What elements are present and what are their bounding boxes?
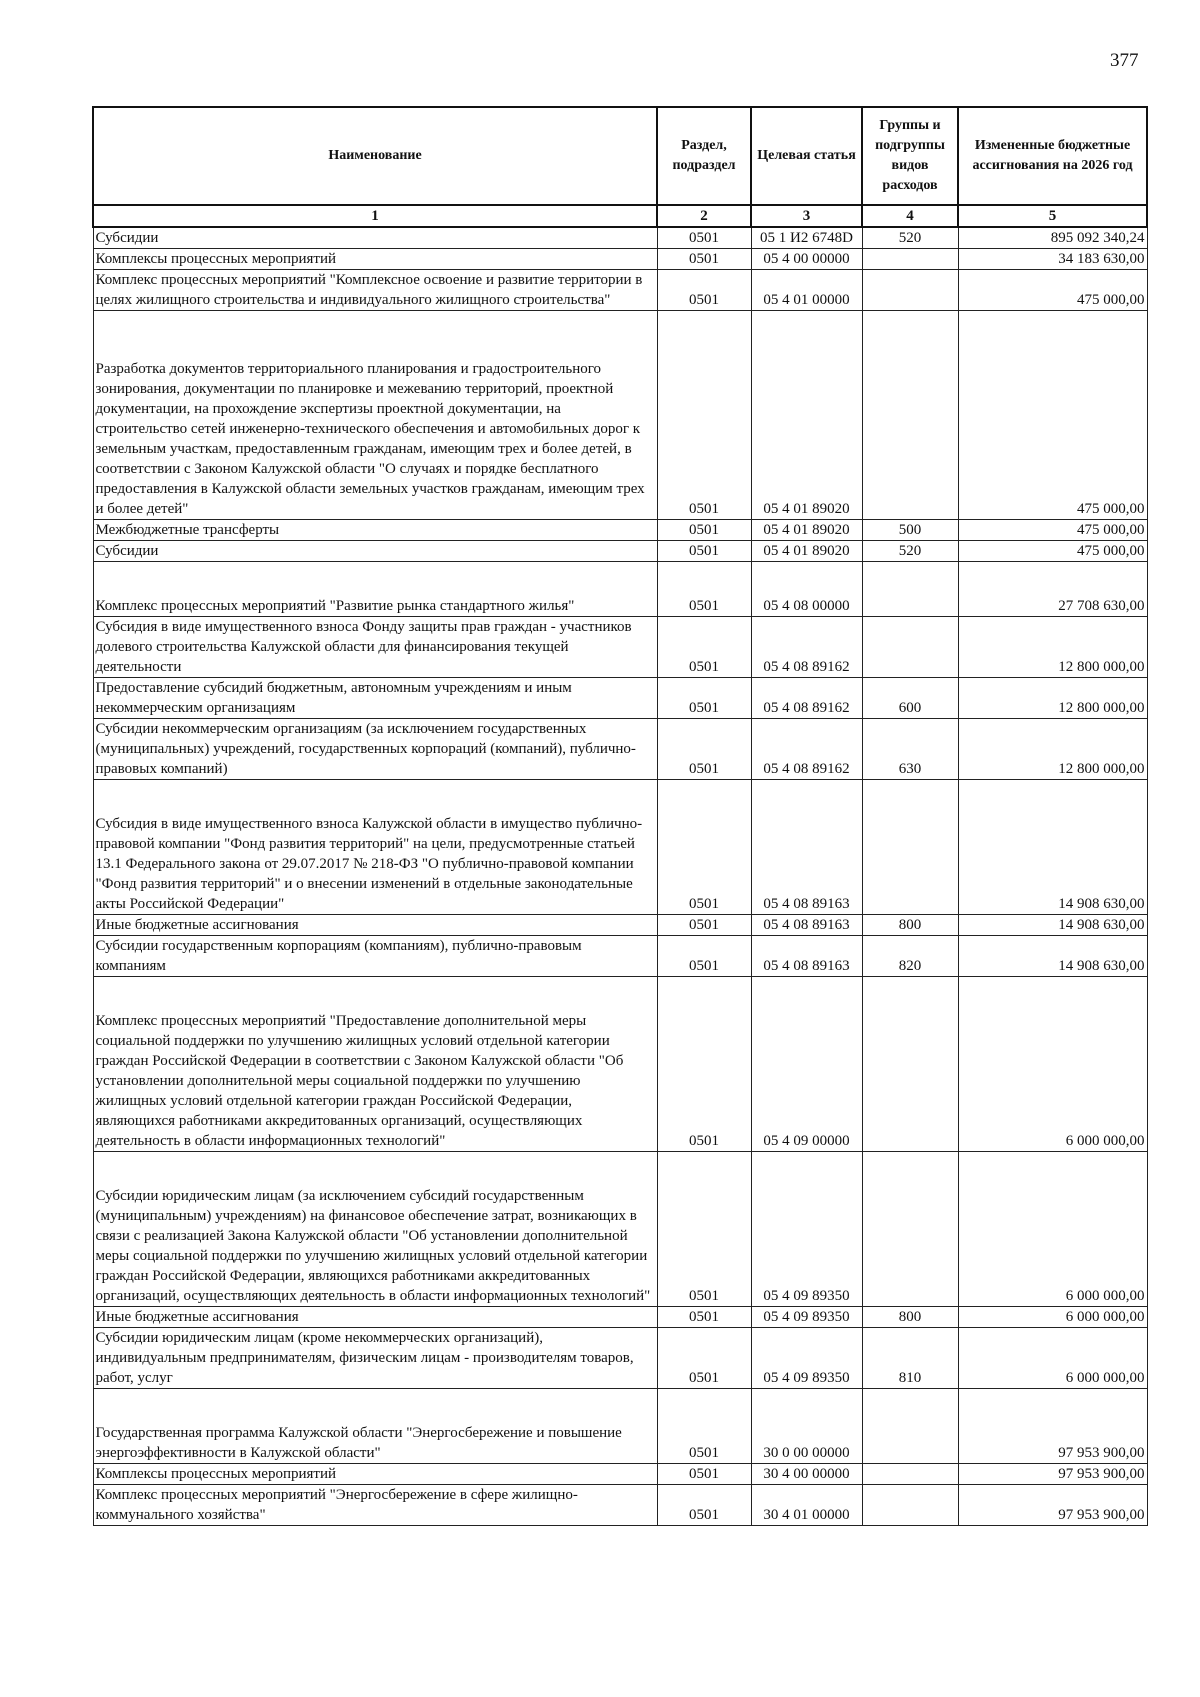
row-expense-group (862, 270, 958, 311)
table-row (93, 311, 1147, 520)
table-row (93, 915, 1147, 936)
row-amount: 97 953 900,00 (958, 1485, 1147, 1526)
row-amount: 14 908 630,00 (958, 936, 1147, 977)
row-name: Комплекс процессных мероприятий "Энергосбережение в сфере жилищно-коммунального хозяйства" (93, 1485, 657, 1526)
row-target-article: 05 4 09 00000 (751, 977, 862, 1152)
row-amount: 34 183 630,00 (958, 249, 1147, 270)
row-section: 0501 (657, 1464, 751, 1485)
row-target-article: 30 0 00 00000 (751, 1389, 862, 1464)
row-section: 0501 (657, 1307, 751, 1328)
row-amount: 475 000,00 (958, 520, 1147, 541)
table-row (93, 270, 1147, 311)
row-target-article: 05 4 08 89162 (751, 678, 862, 719)
row-section: 0501 (657, 719, 751, 780)
row-amount: 6 000 000,00 (958, 977, 1147, 1152)
table-header-row (93, 107, 1147, 205)
row-section: 0501 (657, 520, 751, 541)
row-expense-group (862, 1485, 958, 1526)
row-amount: 12 800 000,00 (958, 719, 1147, 780)
row-expense-group (862, 780, 958, 915)
row-expense-group: 500 (862, 520, 958, 541)
row-target-article: 05 4 08 89163 (751, 915, 862, 936)
row-section: 0501 (657, 1152, 751, 1307)
row-expense-group: 820 (862, 936, 958, 977)
row-target-article: 05 4 08 89163 (751, 936, 862, 977)
table-row (93, 562, 1147, 617)
table-row (93, 678, 1147, 719)
row-target-article: 05 4 09 89350 (751, 1152, 862, 1307)
row-expense-group: 600 (862, 678, 958, 719)
row-amount: 97 953 900,00 (958, 1389, 1147, 1464)
row-expense-group: 630 (862, 719, 958, 780)
row-target-article: 30 4 01 00000 (751, 1485, 862, 1526)
row-section: 0501 (657, 249, 751, 270)
row-amount: 475 000,00 (958, 270, 1147, 311)
row-section: 0501 (657, 1485, 751, 1526)
row-expense-group: 520 (862, 541, 958, 562)
table-row (93, 1485, 1147, 1526)
row-target-article: 05 4 09 89350 (751, 1328, 862, 1389)
row-section: 0501 (657, 977, 751, 1152)
row-name: Иные бюджетные ассигнования (93, 915, 657, 936)
row-name: Комплекс процессных мероприятий "Комплексное освоение и развитие территории в целях жилищного строительства и индивидуального жилищного строительства" (93, 270, 657, 311)
row-section: 0501 (657, 1389, 751, 1464)
row-amount: 475 000,00 (958, 541, 1147, 562)
row-name: Субсидии юридическим лицам (кроме некоммерческих организаций), индивидуальным предпринимателям, физическим лицам - производителям товаров, работ, услуг (93, 1328, 657, 1389)
row-name: Комплекс процессных мероприятий "Развитие рынка стандартного жилья" (93, 562, 657, 617)
row-name: Комплексы процессных мероприятий (93, 1464, 657, 1485)
table-row (93, 719, 1147, 780)
row-name: Субсидия в виде имущественного взноса Калужской области в имущество публично-правовой компании "Фонд развития территорий" на цели, предусмотренные статьей 13.1 Федерального закона от 29.07.2017 № 218-ФЗ "О публично-правовой компании "Фонд развития территорий" и о внесении изменений в отдельные законодательные акты Российской Федерации" (93, 780, 657, 915)
row-expense-group (862, 1464, 958, 1485)
row-target-article: 05 4 01 89020 (751, 520, 862, 541)
column-number: 3 (751, 205, 862, 227)
row-amount: 27 708 630,00 (958, 562, 1147, 617)
row-name: Субсидия в виде имущественного взноса Фонду защиты прав граждан - участников долевого строительства Калужской области для финансирования текущей деятельности (93, 617, 657, 678)
row-name: Субсидии государственным корпорациям (компаниям), публично-правовым компаниям (93, 936, 657, 977)
page-number: 377 (1110, 50, 1139, 71)
row-amount: 6 000 000,00 (958, 1307, 1147, 1328)
row-section: 0501 (657, 936, 751, 977)
row-name: Комплекс процессных мероприятий "Предоставление дополнительной меры социальной поддержки по улучшению жилищных условий отдельной категории граждан Российской Федерации в соответствии с Законом Калужской области "Об установлении дополнительной меры социальной поддержки по улучшению жилищных условий отдельной категории граждан Российской Федерации, являющихся работниками аккредитованных организаций, осуществляющих деятельность в области информационных технологий" (93, 977, 657, 1152)
table-row (93, 1328, 1147, 1389)
column-number: 5 (958, 205, 1147, 227)
row-section: 0501 (657, 678, 751, 719)
row-target-article: 05 4 08 89162 (751, 719, 862, 780)
row-expense-group (862, 562, 958, 617)
row-target-article: 05 4 01 89020 (751, 541, 862, 562)
row-expense-group (862, 1152, 958, 1307)
row-name: Субсидии (93, 227, 657, 249)
row-name: Комплексы процессных мероприятий (93, 249, 657, 270)
table-row (93, 1389, 1147, 1464)
row-amount: 12 800 000,00 (958, 617, 1147, 678)
row-expense-group: 800 (862, 1307, 958, 1328)
row-name: Иные бюджетные ассигнования (93, 1307, 657, 1328)
row-name: Субсидии некоммерческим организациям (за исключением государственных (муниципальных) учреждений, государственных корпораций (компаний), публично-правовых компаний) (93, 719, 657, 780)
table-row (93, 936, 1147, 977)
row-target-article: 05 4 01 00000 (751, 270, 862, 311)
table-row (93, 1307, 1147, 1328)
row-amount: 14 908 630,00 (958, 780, 1147, 915)
table-row (93, 1464, 1147, 1485)
budget-table (92, 106, 1148, 1526)
row-expense-group (862, 1389, 958, 1464)
row-target-article: 30 4 00 00000 (751, 1464, 862, 1485)
row-amount: 97 953 900,00 (958, 1464, 1147, 1485)
row-target-article: 05 4 08 00000 (751, 562, 862, 617)
header-name: Наименование (93, 107, 657, 205)
table-row (93, 227, 1147, 249)
row-expense-group: 520 (862, 227, 958, 249)
header-article: Целевая статья (751, 107, 862, 205)
row-expense-group: 800 (862, 915, 958, 936)
row-section: 0501 (657, 780, 751, 915)
table-row (93, 541, 1147, 562)
row-amount: 895 092 340,24 (958, 227, 1147, 249)
row-section: 0501 (657, 617, 751, 678)
row-amount: 475 000,00 (958, 311, 1147, 520)
row-amount: 14 908 630,00 (958, 915, 1147, 936)
row-name: Государственная программа Калужской области "Энергосбережение и повышение энергоэффективности в Калужской области" (93, 1389, 657, 1464)
row-section: 0501 (657, 227, 751, 249)
row-amount: 6 000 000,00 (958, 1328, 1147, 1389)
row-target-article: 05 1 И2 6748D (751, 227, 862, 249)
row-section: 0501 (657, 541, 751, 562)
table-row (93, 977, 1147, 1152)
header-group: Группы и подгруппы видов расходов (862, 107, 958, 205)
column-number: 1 (93, 205, 657, 227)
table-row (93, 520, 1147, 541)
table-body (93, 227, 1147, 1526)
row-target-article: 05 4 01 89020 (751, 311, 862, 520)
row-expense-group (862, 617, 958, 678)
row-expense-group (862, 249, 958, 270)
table-row (93, 780, 1147, 915)
column-numbering-row (93, 205, 1147, 227)
row-name: Субсидии (93, 541, 657, 562)
table-row (93, 249, 1147, 270)
row-expense-group (862, 311, 958, 520)
row-target-article: 05 4 08 89163 (751, 780, 862, 915)
row-name: Разработка документов территориального планирования и градостроительного зонирования, документации по планировке и межеванию территорий, проектной документации, на прохождение экспертизы проектной документации, на строительство сетей инженерно-технического обеспечения и автомобильных дорог к земельным участкам, предоставленным гражданам, имеющим трех и более детей, в соответствии с Законом Калужской области "О случаях и порядке бесплатного предоставления в Калужской области земельных участков гражданам, имеющим трех и более детей" (93, 311, 657, 520)
row-section: 0501 (657, 270, 751, 311)
row-target-article: 05 4 00 00000 (751, 249, 862, 270)
header-section: Раздел, подраздел (657, 107, 751, 205)
row-target-article: 05 4 08 89162 (751, 617, 862, 678)
column-number: 4 (862, 205, 958, 227)
header-amount: Измененные бюджетные ассигнования на 2026 год (958, 107, 1147, 205)
row-section: 0501 (657, 1328, 751, 1389)
row-name: Межбюджетные трансферты (93, 520, 657, 541)
row-section: 0501 (657, 311, 751, 520)
row-target-article: 05 4 09 89350 (751, 1307, 862, 1328)
row-amount: 6 000 000,00 (958, 1152, 1147, 1307)
row-expense-group: 810 (862, 1328, 958, 1389)
table-row (93, 1152, 1147, 1307)
row-amount: 12 800 000,00 (958, 678, 1147, 719)
row-section: 0501 (657, 915, 751, 936)
column-number: 2 (657, 205, 751, 227)
row-name: Предоставление субсидий бюджетным, автономным учреждениям и иным некоммерческим организациям (93, 678, 657, 719)
row-expense-group (862, 977, 958, 1152)
row-name: Субсидии юридическим лицам (за исключением субсидий государственным (муниципальным) учреждениям) на финансовое обеспечение затрат, возникающих в связи с реализацией Закона Калужской области "Об установлении дополнительной меры социальной поддержки по улучшению жилищных условий отдельной категории граждан Российской Федерации, являющихся работниками аккредитованных организаций, осуществляющих деятельность в области информационных технологий" (93, 1152, 657, 1307)
row-section: 0501 (657, 562, 751, 617)
table-row (93, 617, 1147, 678)
